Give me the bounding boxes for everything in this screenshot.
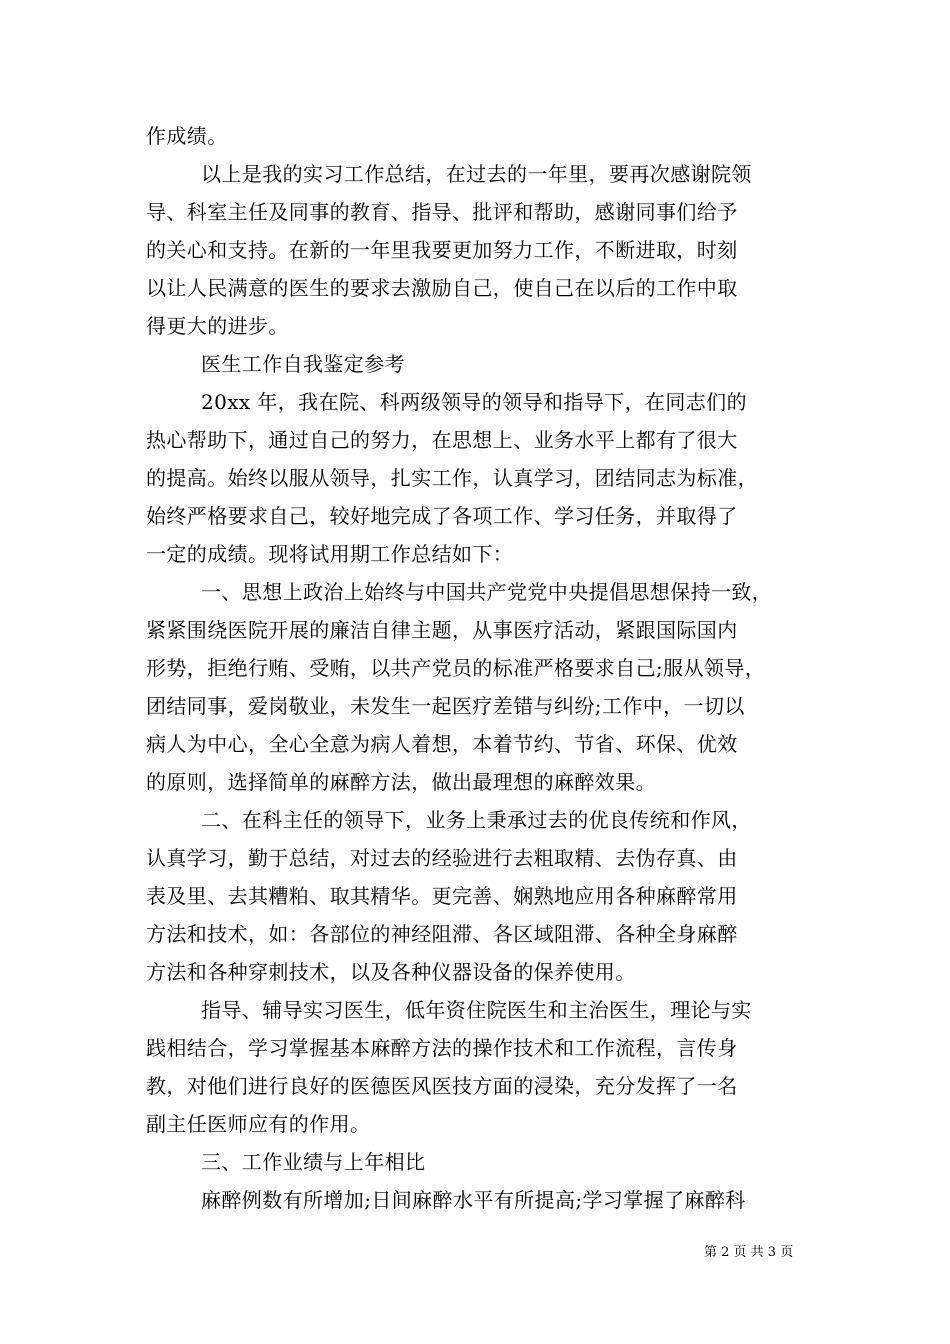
text-line: 以让人民满意的医生的要求去激励自己，使自己在以后的工作中取 — [146, 276, 738, 300]
text-line: 形势，拒绝行贿、受贿，以共产党员的标准严格要求自己;服从领导， — [146, 656, 766, 680]
text-line: 的原则，选择简单的麻醉方法，做出最理想的麻醉效果。 — [146, 770, 656, 794]
text-line: 三、工作业绩与上年相比 — [201, 1150, 426, 1174]
page-footer: 第 2 页 共 3 页 — [704, 1245, 794, 1260]
text-line: 20xx 年，我在院、科两级领导的领导和指导下，在同志们的 — [201, 390, 747, 414]
text-line: 方法和技术，如：各部位的神经阻滞、各区域阻滞、各种全身麻醉 — [146, 922, 738, 946]
text-line: 副主任医师应有的作用。 — [146, 1112, 371, 1136]
text-line: 的关心和支持。在新的一年里我要更加努力工作，不断进取，时刻 — [146, 238, 738, 262]
text-line: 教，对他们进行良好的医德医风医技方面的浸染，充分发挥了一名 — [146, 1074, 738, 1098]
text-line: 麻醉例数有所增加;日间麻醉水平有所提高;学习掌握了麻醉科 — [201, 1188, 746, 1212]
text-line: 一定的成绩。现将试用期工作总结如下： — [146, 542, 514, 566]
text-line: 紧紧围绕医院开展的廉洁自律主题，从事医疗活动，紧跟国际国内 — [146, 618, 738, 642]
text-line: 表及里、去其糟粕、取其精华。更完善、娴熟地应用各种麻醉常用 — [146, 884, 738, 908]
text-line: 认真学习，勤于总结，对过去的经验进行去粗取精、去伪存真、由 — [146, 846, 738, 870]
text-line: 指导、辅导实习医生，低年资住院医生和主治医生，理论与实 — [201, 998, 752, 1022]
text-line: 方法和各种穿刺技术，以及各种仪器设备的保养使用。 — [146, 960, 636, 984]
text-line: 作成绩。 — [146, 124, 228, 148]
text-line: 热心帮助下，通过自己的努力，在思想上、业务水平上都有了很大 — [146, 428, 738, 452]
text-line: 二、在科主任的领导下，业务上秉承过去的优良传统和作风， — [201, 808, 752, 832]
text-line: 的提高。始终以服从领导，扎实工作，认真学习，团结同志为标准， — [146, 466, 758, 490]
text-line: 一、思想上政治上始终与中国共产党党中央提倡思想保持一致， — [201, 580, 773, 604]
text-line: 践相结合，学习掌握基本麻醉方法的操作技术和工作流程，言传身 — [146, 1036, 738, 1060]
text-line: 始终严格要求自己，较好地完成了各项工作、学习任务，并取得了 — [146, 504, 738, 528]
text-line: 病人为中心，全心全意为病人着想，本着节约、节省、环保、优效 — [146, 732, 738, 756]
text-line: 医生工作自我鉴定参考 — [201, 352, 405, 376]
document-body — [146, 117, 811, 1219]
text-line: 得更大的进步。 — [146, 314, 289, 338]
text-line: 团结同事，爱岗敬业，未发生一起医疗差错与纠纷;工作中，一切以 — [146, 694, 745, 718]
text-line: 导、科室主任及同事的教育、指导、批评和帮助，感谢同事们给予 — [146, 200, 738, 224]
text-line: 以上是我的实习工作总结，在过去的一年里，要再次感谢院领 — [201, 162, 752, 186]
